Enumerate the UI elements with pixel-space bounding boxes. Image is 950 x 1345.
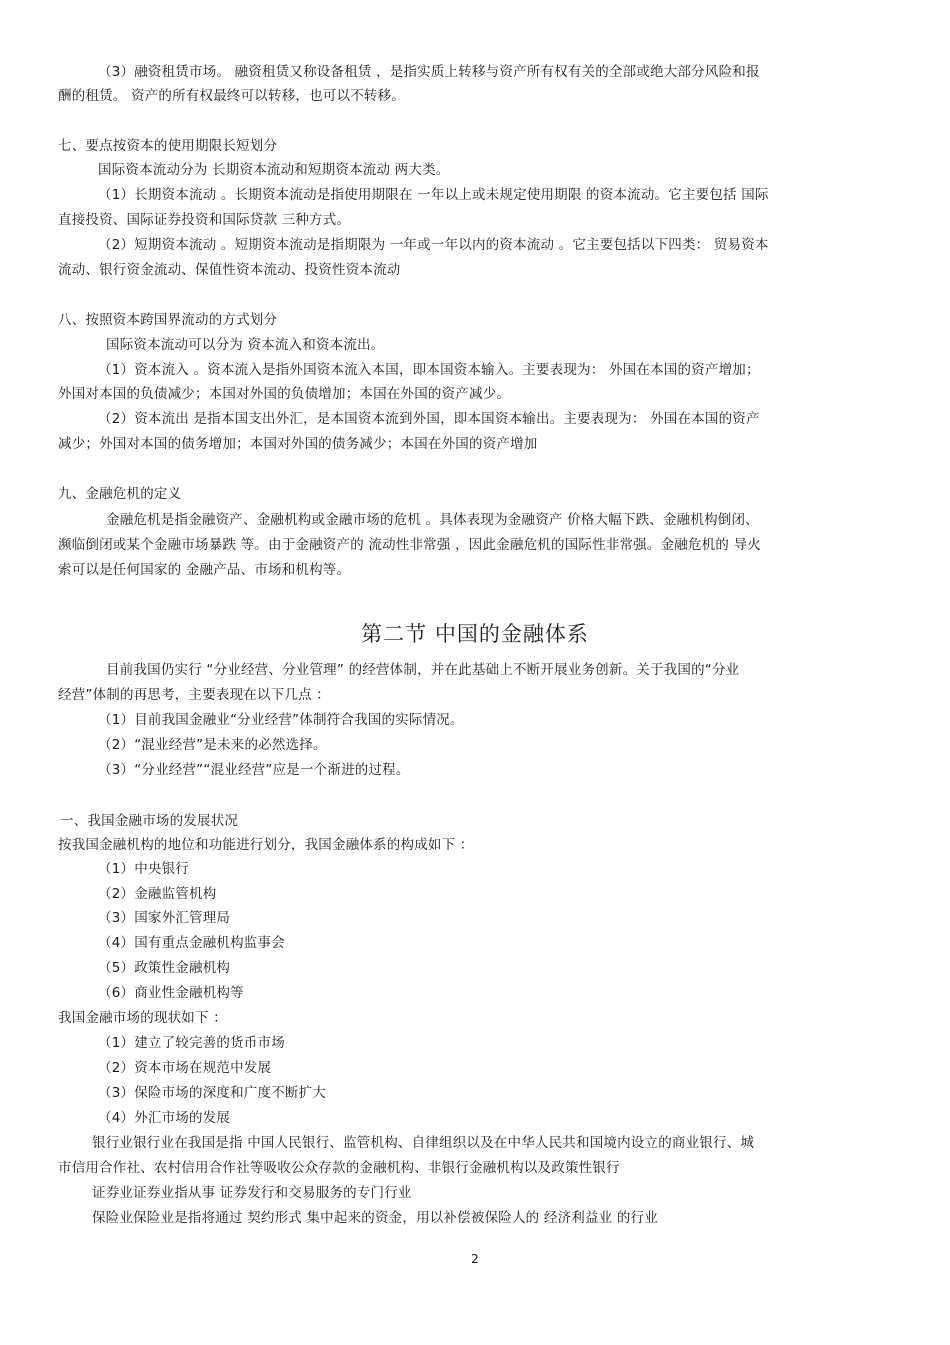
- text-line: （2）金融监管机构: [98, 886, 217, 902]
- page-number: 2: [471, 1252, 479, 1266]
- text-line: 直接投资、国际证券投资和国际贷款 三种方式。: [58, 212, 351, 228]
- text-line: 濒临倒闭或某个金融市场暴跌 等。由于金融资产的 流动性非常强 ，因此金融危机的国际性非常强。金融危机的 导火: [58, 537, 761, 553]
- text-line: （6）商业性金融机构等: [98, 985, 244, 1001]
- text-line: （1）长期资本流动 。长期资本流动是指使用期限在 一年以上或未规定使用期限 的资本流动。它主要包括 国际: [98, 187, 769, 203]
- text-line: 目前我国仍实行 “分业经营、分业管理” 的经营体制，并在此基础上不断开展业务创新。关于我国的“分业: [106, 662, 740, 678]
- text-line: （2）“混业经营”是未来的必然选择。: [98, 737, 327, 753]
- text-line: 金融危机是指金融资产、金融机构或金融市场的危机 。具体表现为金融资产 价格大幅下跌、金融机构倒闭、: [106, 512, 759, 528]
- text-line: （3）保险市场的深度和广度不断扩大: [98, 1085, 326, 1101]
- text-line: 流动、银行资金流动、保值性资本流动、投资性资本流动: [58, 262, 401, 278]
- text-line: （5）政策性金融机构: [98, 960, 231, 976]
- text-line: （2）资本流出 是指本国支出外汇，是本国资本流到外国，即本国资本输出。主要表现为： 外国在本国的资产: [98, 411, 760, 427]
- section-title: 第二节 中国的金融体系: [361, 622, 589, 646]
- text-line: 按我国金融机构的地位和功能进行划分，我国金融体系的构成如下 ：: [58, 837, 474, 853]
- text-line: 国际资本流动可以分为 资本流入和资本流出。: [106, 337, 385, 353]
- text-line: （1）建立了较完善的货币市场: [98, 1035, 285, 1051]
- text-line: 一、我国金融市场的发展状况: [60, 813, 239, 829]
- text-line: 我国金融市场的现状如下 ：: [58, 1010, 227, 1026]
- text-line: 酬的租赁。 资产的所有权最终可以转移，也可以不转移。: [58, 88, 405, 104]
- text-line: 外国对本国的负债减少；本国对外国的负债增加；本国在外国的资产减少。: [58, 386, 511, 402]
- text-line: 减少；外国对本国的债务增加；本国对外国的债务减少；本国在外国的资产增加: [58, 436, 538, 452]
- text-line: 国际资本流动分为 长期资本流动和短期资本流动 两大类。: [98, 162, 450, 178]
- text-line: 证券业证券业指从事 证券发行和交易服务的专门行业: [92, 1185, 412, 1201]
- text-line: （2）资本市场在规范中发展: [98, 1060, 272, 1076]
- text-line: （4）国有重点金融机构监事会: [98, 935, 285, 951]
- text-line: 经营”体制的再思考，主要表现在以下几点 ：: [58, 687, 330, 703]
- text-line: 保险业保险业是指将通过 契约形式 集中起来的资金，用以补偿被保险人的 经济利益业 的行业: [92, 1210, 658, 1226]
- text-line: 市信用合作社、农村信用合作社等吸收公众存款的金融机构、非银行金融机构以及政策性银行: [58, 1160, 620, 1176]
- text-line: 银行业银行业在我国是指 中国人民银行、监管机构、自律组织以及在中华人民共和国境内设立的商业银行、城: [92, 1135, 755, 1151]
- text-line: 九、金融危机的定义: [58, 486, 182, 502]
- text-line: （2）短期资本流动 。短期资本流动是指期限为 一年或一年以内的资本流动 。它主要包括以下四类： 贸易资本: [98, 237, 769, 253]
- text-line: （4）外汇市场的发展: [98, 1110, 231, 1126]
- text-line: 索可以是任何国家的 金融产品、市场和机构等。: [58, 562, 351, 578]
- text-line: （3）融资租赁市场。 融资租赁又称设备租赁 ，是指实质上转移与资产所有权有关的全部或绝大部分风险和报: [98, 64, 760, 80]
- text-line: （1）资本流入 。资本流入是指外国资本流入本国，即本国资本输入。主要表现为： 外国在本国的资产增加；: [98, 362, 760, 378]
- text-line: （3）“分业经营”“混业经营”应是一个渐进的过程。: [98, 762, 410, 778]
- text-line: （3）国家外汇管理局: [98, 910, 231, 926]
- text-line: （1）中央银行: [98, 861, 189, 877]
- text-line: （1）目前我国金融业“分业经营”体制符合我国的实际情况。: [98, 712, 464, 728]
- text-line: 八、按照资本跨国界流动的方式划分: [58, 312, 278, 328]
- text-line: 七、要点按资本的使用期限长短划分: [58, 138, 278, 154]
